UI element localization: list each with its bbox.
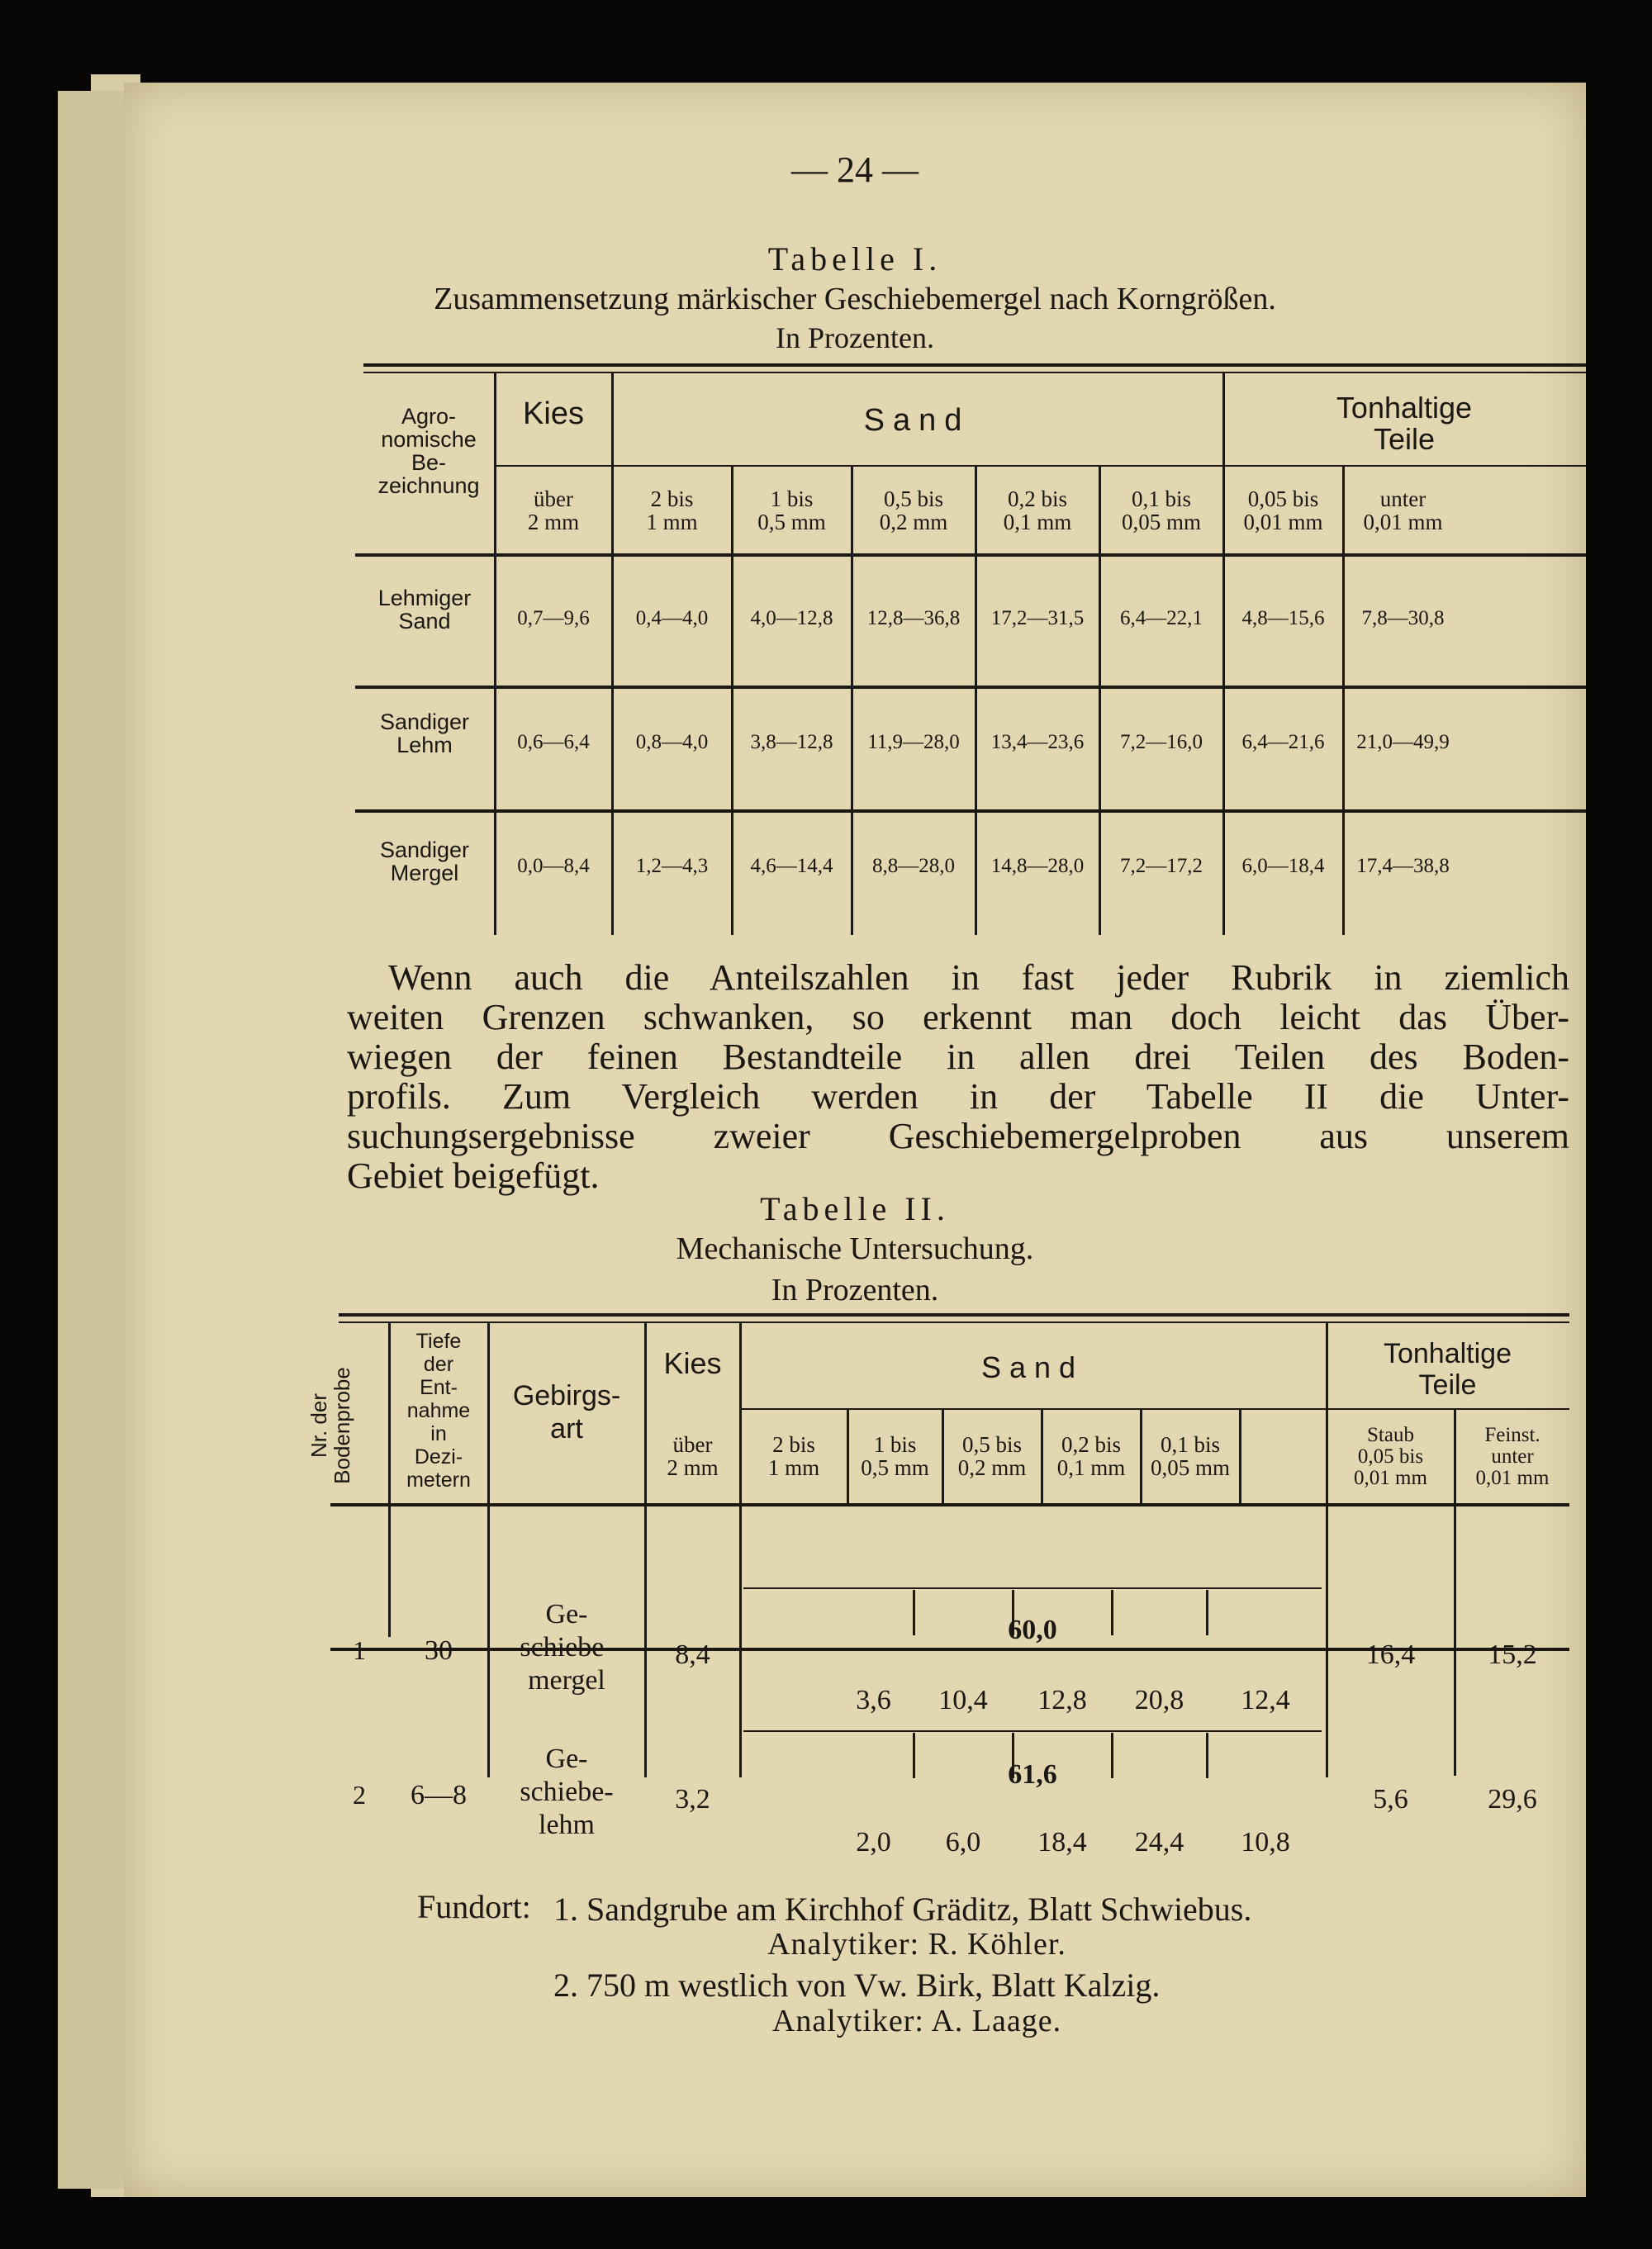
t1-vline xyxy=(611,373,614,935)
t1-sub-header: 0,05 bis 0,01 mm xyxy=(1243,486,1323,534)
t2-vline xyxy=(1239,1408,1241,1503)
t1-cell: 7,2—16,0 xyxy=(1120,731,1203,753)
t2-sub-header: 0,5 bis 0,2 mm xyxy=(957,1432,1027,1480)
t2-rule-sandtotal-2 xyxy=(743,1730,1322,1732)
page-edge-left xyxy=(58,91,132,2189)
paragraph-line: profils. Zum Vergleich werden in der Tabelle II die Unter- xyxy=(347,1076,1569,1117)
table-1-title: Tabelle I. xyxy=(767,240,942,278)
t2-sand-cell: 18,4 xyxy=(1037,1827,1087,1858)
t1-col-label: Agro- nomische Be- zeichnung xyxy=(377,404,480,498)
t1-rule-sub xyxy=(496,465,1586,467)
t2-art: Ge- schiebe- mergel xyxy=(520,1599,614,1696)
t2-tiefe: 30 xyxy=(425,1635,453,1666)
paragraph-line: wiegen der feinen Bestandteile in allen drei Teilen des Boden- xyxy=(347,1037,1569,1077)
t1-group-kies: Kies xyxy=(523,396,584,431)
t1-cell: 11,9—28,0 xyxy=(867,731,960,753)
body-paragraph xyxy=(347,958,1569,1196)
table-1-unit: In Prozenten. xyxy=(776,321,934,354)
t1-rule-top xyxy=(363,363,1586,367)
t2-sand-cell: 20,8 xyxy=(1134,1685,1184,1715)
t1-cell: 17,2—31,5 xyxy=(990,607,1085,629)
t2-staub: 16,4 xyxy=(1365,1639,1416,1670)
t2-sand-cell: 10,4 xyxy=(938,1685,988,1715)
t1-group-sand: Sand xyxy=(863,403,971,438)
t1-cell: 3,8—12,8 xyxy=(750,731,833,753)
t1-rule-r1 xyxy=(355,686,1586,689)
t1-cell: 0,4—4,0 xyxy=(635,607,709,629)
t1-vline xyxy=(494,373,496,935)
t1-cell: 7,8—30,8 xyxy=(1361,607,1445,629)
t2-group-sand: Sand xyxy=(980,1350,1085,1384)
paragraph-line: weiten Grenzen schwanken, so erkennt man doch leicht das Über- xyxy=(347,997,1569,1037)
t1-sub-header: unter 0,01 mm xyxy=(1363,486,1443,534)
page-number: — 24 — xyxy=(791,149,919,190)
table-2-caption: Mechanische Untersuchung. xyxy=(676,1231,1034,1266)
t2-sub-header: 2 bis 1 mm xyxy=(767,1432,820,1480)
t1-cell: 14,8—28,0 xyxy=(990,855,1085,877)
t2-sub-header: 0,1 bis 0,05 mm xyxy=(1150,1432,1230,1480)
t2-vline xyxy=(739,1323,742,1777)
t1-sub-header: über 2 mm xyxy=(527,486,580,534)
fundort-analyst-1: Analytiker: R. Köhler. xyxy=(767,1927,1066,1962)
t2-sand-cell: 6,0 xyxy=(945,1827,981,1858)
t2-staub: 5,6 xyxy=(1373,1784,1408,1815)
t1-cell: 13,4—23,6 xyxy=(990,731,1085,753)
paragraph-line: suchungsergebnisse zweier Geschiebemergelproben aus unserem xyxy=(347,1116,1569,1156)
t2-sand-total: 60,0 xyxy=(1008,1615,1057,1645)
t1-cell: 0,8—4,0 xyxy=(635,731,709,753)
t1-cell: 7,2—17,2 xyxy=(1120,855,1203,877)
t1-row-label: Lehmiger Sand xyxy=(377,586,472,633)
fundort-item-2: 2. 750 m westlich von Vw. Birk, Blatt Kalzig. xyxy=(553,1967,1161,2004)
t2-nr: 1 xyxy=(353,1635,366,1665)
t2-art: Ge- schiebe- lehm xyxy=(520,1744,614,1840)
fundort-item-1: 1. Sandgrube am Kirchhof Gräditz, Blatt Schwiebus. xyxy=(553,1891,1252,1928)
t1-cell: 6,4—21,6 xyxy=(1241,731,1325,753)
t2-sand-cell: 12,4 xyxy=(1241,1685,1290,1715)
t2-kies: 8,4 xyxy=(675,1639,710,1670)
t1-rule-r2 xyxy=(355,809,1586,813)
t1-cell: 4,0—12,8 xyxy=(750,607,833,629)
t2-col-tiefe: Tiefe der Ent- nahme in Dezi- metern xyxy=(406,1330,471,1492)
t2-sub-header: Feinst. unter 0,01 mm xyxy=(1475,1424,1550,1489)
t2-vline xyxy=(644,1323,647,1777)
t1-cell: 0,0—8,4 xyxy=(517,855,590,877)
t1-cell: 12,8—36,8 xyxy=(866,607,961,629)
t1-row-label: Sandiger Lehm xyxy=(379,709,470,757)
t2-nr: 2 xyxy=(353,1780,366,1810)
t1-sub-header: 0,5 bis 0,2 mm xyxy=(879,486,948,534)
table-1-caption: Zusammensetzung märkischer Geschiebemergel nach Korngrößen. xyxy=(434,282,1276,316)
t2-rule-head xyxy=(330,1503,1569,1506)
t1-cell: 6,4—22,1 xyxy=(1120,607,1203,629)
t1-rule-head xyxy=(355,553,1586,557)
t1-cell: 6,0—18,4 xyxy=(1241,855,1325,877)
t2-sand-cell: 10,8 xyxy=(1241,1827,1290,1858)
t1-sub-header: 0,2 bis 0,1 mm xyxy=(1003,486,1072,534)
t1-vline xyxy=(1222,373,1225,935)
t1-sub-header: 2 bis 1 mm xyxy=(646,486,698,534)
t2-feinst: 15,2 xyxy=(1488,1639,1537,1670)
t1-rule-top-2 xyxy=(363,372,1586,373)
paragraph-line: Gebiet beigefügt. xyxy=(347,1155,600,1196)
t2-sand-cell: 3,6 xyxy=(856,1685,891,1715)
t1-cell: 0,7—9,6 xyxy=(517,607,590,629)
t2-sub-header: 1 bis 0,5 mm xyxy=(861,1432,929,1480)
fundort-analyst-2: Analytiker: A. Laage. xyxy=(771,2004,1062,2038)
t2-col-nr: Nr. der Bodenprobe xyxy=(306,1367,354,1484)
t2-rule-sub xyxy=(739,1408,1569,1410)
t1-sub-header: 0,1 bis 0,05 mm xyxy=(1121,486,1201,534)
table-2-title: Tabelle II. xyxy=(760,1190,950,1227)
t2-rule-top-2 xyxy=(339,1321,1569,1323)
t1-cell: 17,4—38,8 xyxy=(1356,855,1450,877)
t1-cell: 8,8—28,0 xyxy=(872,855,955,877)
table-2-unit: In Prozenten. xyxy=(771,1273,939,1307)
t1-sub-header: 1 bis 0,5 mm xyxy=(757,486,826,534)
paragraph-line: Wenn auch die Anteilszahlen in fast jeder Rubrik in ziemlich xyxy=(388,957,1569,998)
t2-sub-header: über 2 mm xyxy=(667,1432,719,1480)
t2-rule-sandtotal-1 xyxy=(743,1587,1322,1589)
t2-kies: 3,2 xyxy=(675,1784,710,1815)
t1-group-ton: Tonhaltige Teile xyxy=(1336,391,1473,456)
t2-tiefe: 6—8 xyxy=(411,1780,467,1810)
t2-sand-cell: 24,4 xyxy=(1134,1827,1184,1858)
t1-cell: 1,2—4,3 xyxy=(635,855,709,877)
t1-cell: 0,6—6,4 xyxy=(517,731,590,753)
t2-col-gebirgsart: Gebirgs- art xyxy=(512,1380,621,1445)
fundort-label: Fundort: xyxy=(417,1888,531,1925)
book-page xyxy=(124,83,1586,2197)
t2-sand-total: 61,6 xyxy=(1008,1759,1057,1790)
t2-sub-header: 0,2 bis 0,1 mm xyxy=(1056,1432,1126,1480)
t1-row-label: Sandiger Mergel xyxy=(379,837,470,885)
t2-rule-top xyxy=(339,1313,1569,1317)
t2-feinst: 29,6 xyxy=(1488,1784,1537,1815)
t2-group-kies: Kies xyxy=(663,1346,722,1380)
t1-cell: 21,0—49,9 xyxy=(1356,731,1450,753)
t2-sub-header: Staub 0,05 bis 0,01 mm xyxy=(1354,1424,1427,1489)
t1-cell: 4,6—14,4 xyxy=(750,855,833,877)
t2-sand-cell: 2,0 xyxy=(856,1827,891,1858)
t2-sand-cell: 12,8 xyxy=(1037,1685,1087,1715)
t1-cell: 4,8—15,6 xyxy=(1241,607,1325,629)
t2-group-ton: Tonhaltige Teile xyxy=(1383,1338,1512,1401)
